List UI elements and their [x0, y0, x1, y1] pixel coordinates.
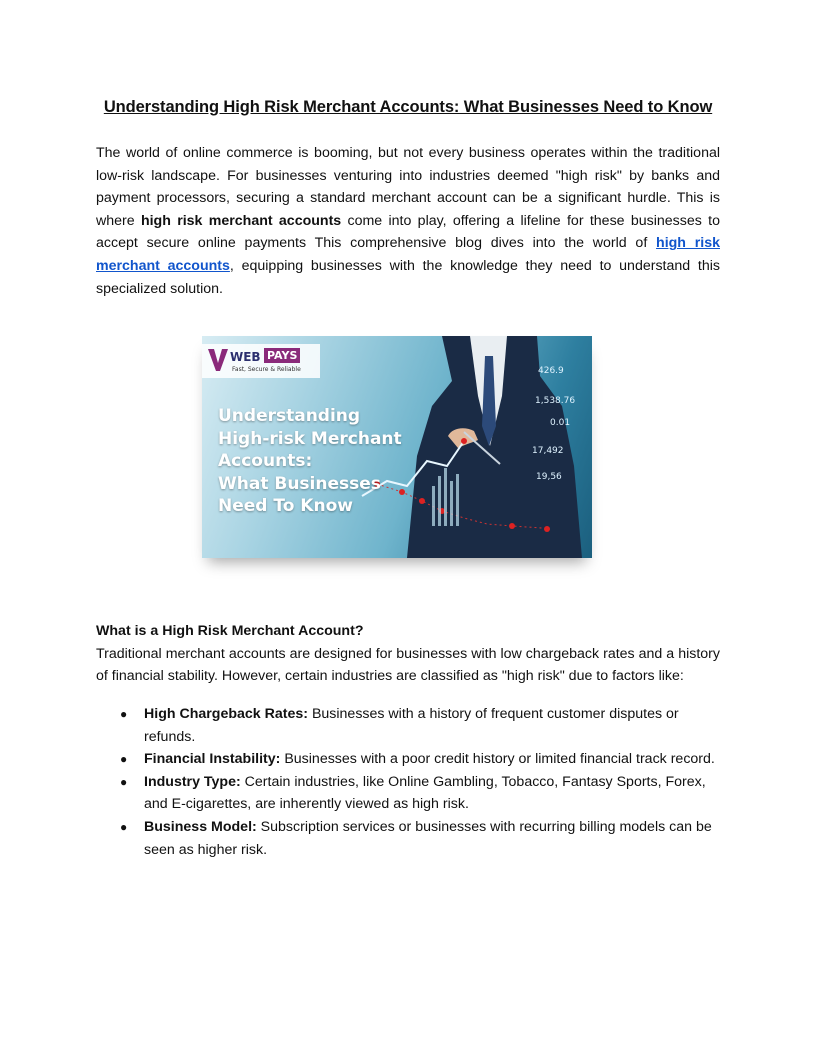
hero-heading-line: Need To Know	[218, 496, 353, 517]
bullet-icon: ●	[120, 706, 128, 721]
hero-heading-line: High-risk Merchant	[218, 428, 402, 449]
page-title: Understanding High Risk Merchant Accounts: What Businesses Need to Know	[103, 98, 713, 116]
chart-number: 0.01	[550, 418, 571, 429]
intro-paragraph	[96, 142, 720, 300]
chart-number: 426.9	[538, 366, 564, 377]
chart-number: 19,56	[536, 472, 562, 483]
list-item-text: Subscription services or businesses with recurring billing models can be seen as higher risk.	[144, 818, 712, 858]
list-item-label: Financial Instability:	[144, 751, 281, 768]
intro-text: , equipping businesses with the knowledge they need to understand this specialized solution.	[96, 257, 720, 297]
hero-heading-line: Understanding	[218, 406, 361, 427]
section-body: Traditional merchant accounts are designed for businesses with low chargeback rates and a history of financial stability. However, certain industries are classified as "high risk" due to factors like:	[96, 645, 720, 685]
logo-web-text: WEB	[230, 350, 261, 365]
list-item-label: High Chargeback Rates:	[144, 705, 308, 722]
document-page	[96, 96, 720, 861]
chart-number: 17,492	[532, 446, 564, 457]
risk-factors-list	[96, 703, 720, 861]
intro-text: The world of online commerce is booming, but not every business operates within the traditional low-risk landscape. For businesses venturing into industries deemed "high risk" by banks and payment processors, securing a standard merchant account can be a significant hurdle. This is where	[96, 145, 720, 229]
bullet-icon: ●	[120, 752, 128, 767]
list-item-label: Industry Type:	[144, 773, 241, 790]
chart-number: 1,538.76	[535, 396, 576, 407]
intro-text: come into play, offering a lifeline for these businesses to accept secure online payments This comprehensive blog dives into the world of	[96, 212, 720, 252]
hero-heading-line: What Businesses	[218, 473, 381, 494]
list-item	[96, 771, 720, 816]
intro-bold-term: high risk merchant accounts	[140, 212, 342, 229]
list-item	[96, 816, 720, 861]
hero-heading-line: Accounts:	[218, 451, 313, 472]
webpays-logo	[202, 344, 320, 378]
section-heading: What is a High Risk Merchant Account?	[96, 623, 364, 640]
hero-image	[202, 336, 592, 558]
list-item	[96, 748, 720, 771]
list-item-text: Businesses with a history of frequent customer disputes or refunds.	[144, 705, 679, 745]
bullet-icon: ●	[120, 819, 128, 834]
list-item-label: Business Model:	[144, 818, 257, 835]
webpays-logo-icon	[208, 349, 228, 371]
list-item-text: Businesses with a poor credit history or limited financial track record.	[280, 751, 715, 768]
logo-tagline: Fast, Secure & Reliable	[232, 366, 301, 374]
list-item-text: Certain industries, like Online Gambling, Tobacco, Fantasy Sports, Forex, and E-cigarettes, are inherently viewed as high risk.	[144, 773, 706, 813]
list-item	[96, 703, 720, 748]
bullet-icon: ●	[120, 774, 128, 789]
high-risk-merchant-accounts-link[interactable]: high risk merchant accounts	[96, 235, 720, 274]
hero-banner	[202, 336, 592, 558]
logo-pays-text: PAYS	[264, 348, 300, 363]
hero-heading	[218, 405, 438, 518]
